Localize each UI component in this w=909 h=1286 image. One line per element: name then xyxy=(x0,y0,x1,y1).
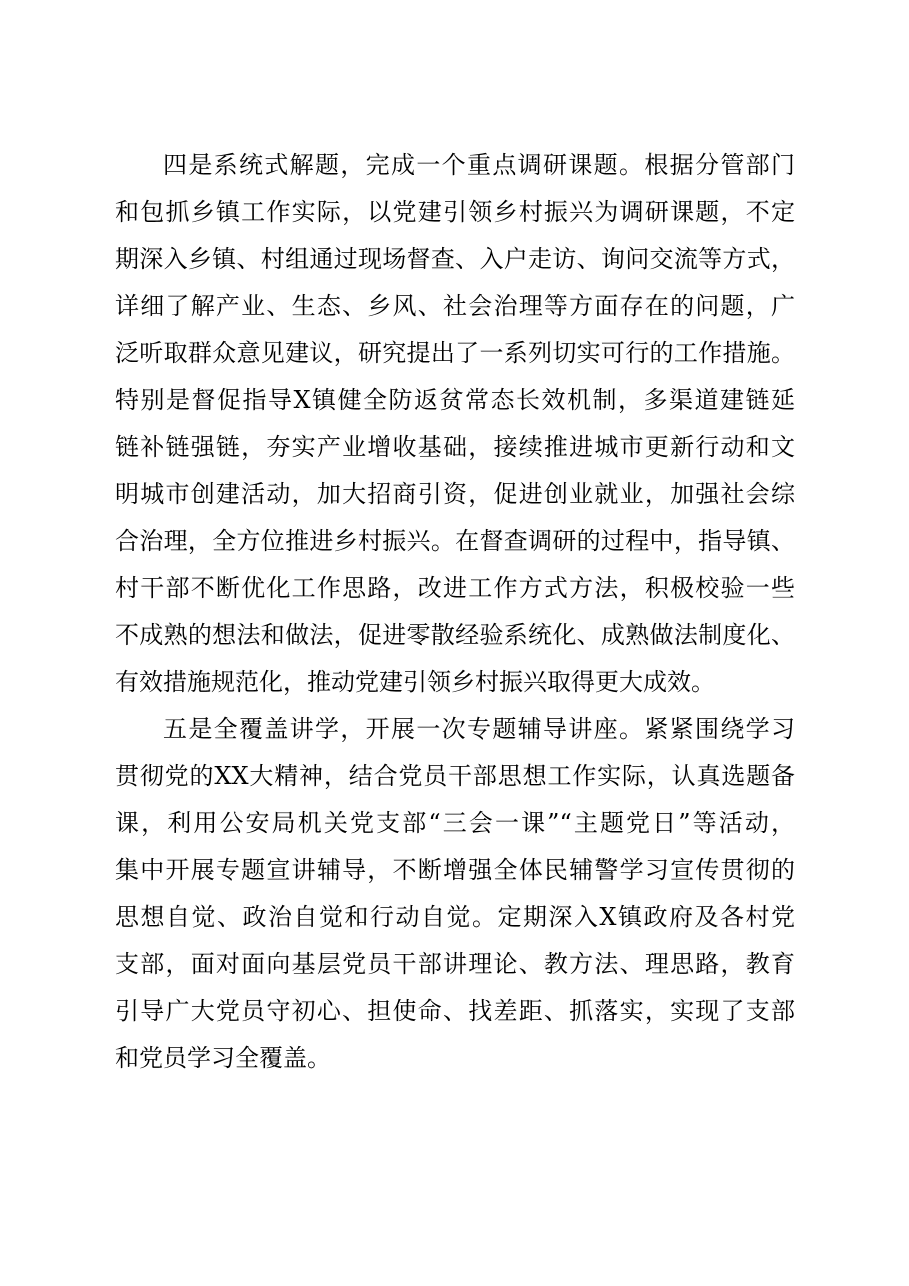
paragraph-line: 四是系统式解题，完成一个重点调研课题。根据分管部门 xyxy=(163,151,795,179)
paragraph-2 xyxy=(115,706,795,1082)
paragraph-line: 引导广大党员守初心、担使命、找差距、抓落实，实现了支部 xyxy=(115,997,795,1025)
paragraph-line: 和包抓乡镇工作实际，以党建引领乡村振兴为调研课题，不定 xyxy=(115,198,795,226)
paragraph-line: 特别是督促指导X镇健全防返贫常态长效机制，多渠道建链延 xyxy=(115,386,795,414)
paragraph-line: 泛听取群众意见建议，研究提出了一系列切实可行的工作措施。 xyxy=(115,339,795,367)
paragraph-line: 不成熟的想法和做法，促进零散经验系统化、成熟做法制度化、 xyxy=(115,621,795,649)
paragraph-line: 详细了解产业、生态、乡风、社会治理等方面存在的问题，广 xyxy=(115,292,795,320)
paragraph-line: 贯彻党的XX大精神，结合党员干部思想工作实际，认真选题备 xyxy=(115,762,795,790)
paragraph-1 xyxy=(115,142,795,706)
paragraph-line: 课，利用公安局机关党支部“三会一课”“主题党日”等活动， xyxy=(115,809,795,837)
paragraph-line: 和党员学习全覆盖。 xyxy=(115,1044,331,1072)
paragraph-line: 链补链强链，夯实产业增收基础，接续推进城市更新行动和文 xyxy=(115,433,795,461)
paragraph-line: 明城市创建活动，加大招商引资，促进创业就业，加强社会综 xyxy=(115,480,795,508)
paragraph-line: 期深入乡镇、村组通过现场督查、入户走访、询问交流等方式， xyxy=(115,245,795,273)
paragraph-line: 五是全覆盖讲学，开展一次专题辅导讲座。紧紧围绕学习 xyxy=(163,715,795,743)
paragraph-line: 有效措施规范化，推动党建引领乡村振兴取得更大成效。 xyxy=(115,668,715,696)
paragraph-line: 支部，面对面向基层党员干部讲理论、教方法、理思路，教育 xyxy=(115,950,795,978)
paragraph-line: 集中开展专题宣讲辅导，不断增强全体民辅警学习宣传贯彻的 xyxy=(115,856,795,884)
paragraph-line: 思想自觉、政治自觉和行动自觉。定期深入X镇政府及各村党 xyxy=(115,903,795,931)
paragraph-line: 村干部不断优化工作思路，改进工作方式方法，积极校验一些 xyxy=(115,574,795,602)
document-body xyxy=(115,142,795,1082)
paragraph-line: 合治理，全方位推进乡村振兴。在督查调研的过程中，指导镇、 xyxy=(115,527,795,555)
